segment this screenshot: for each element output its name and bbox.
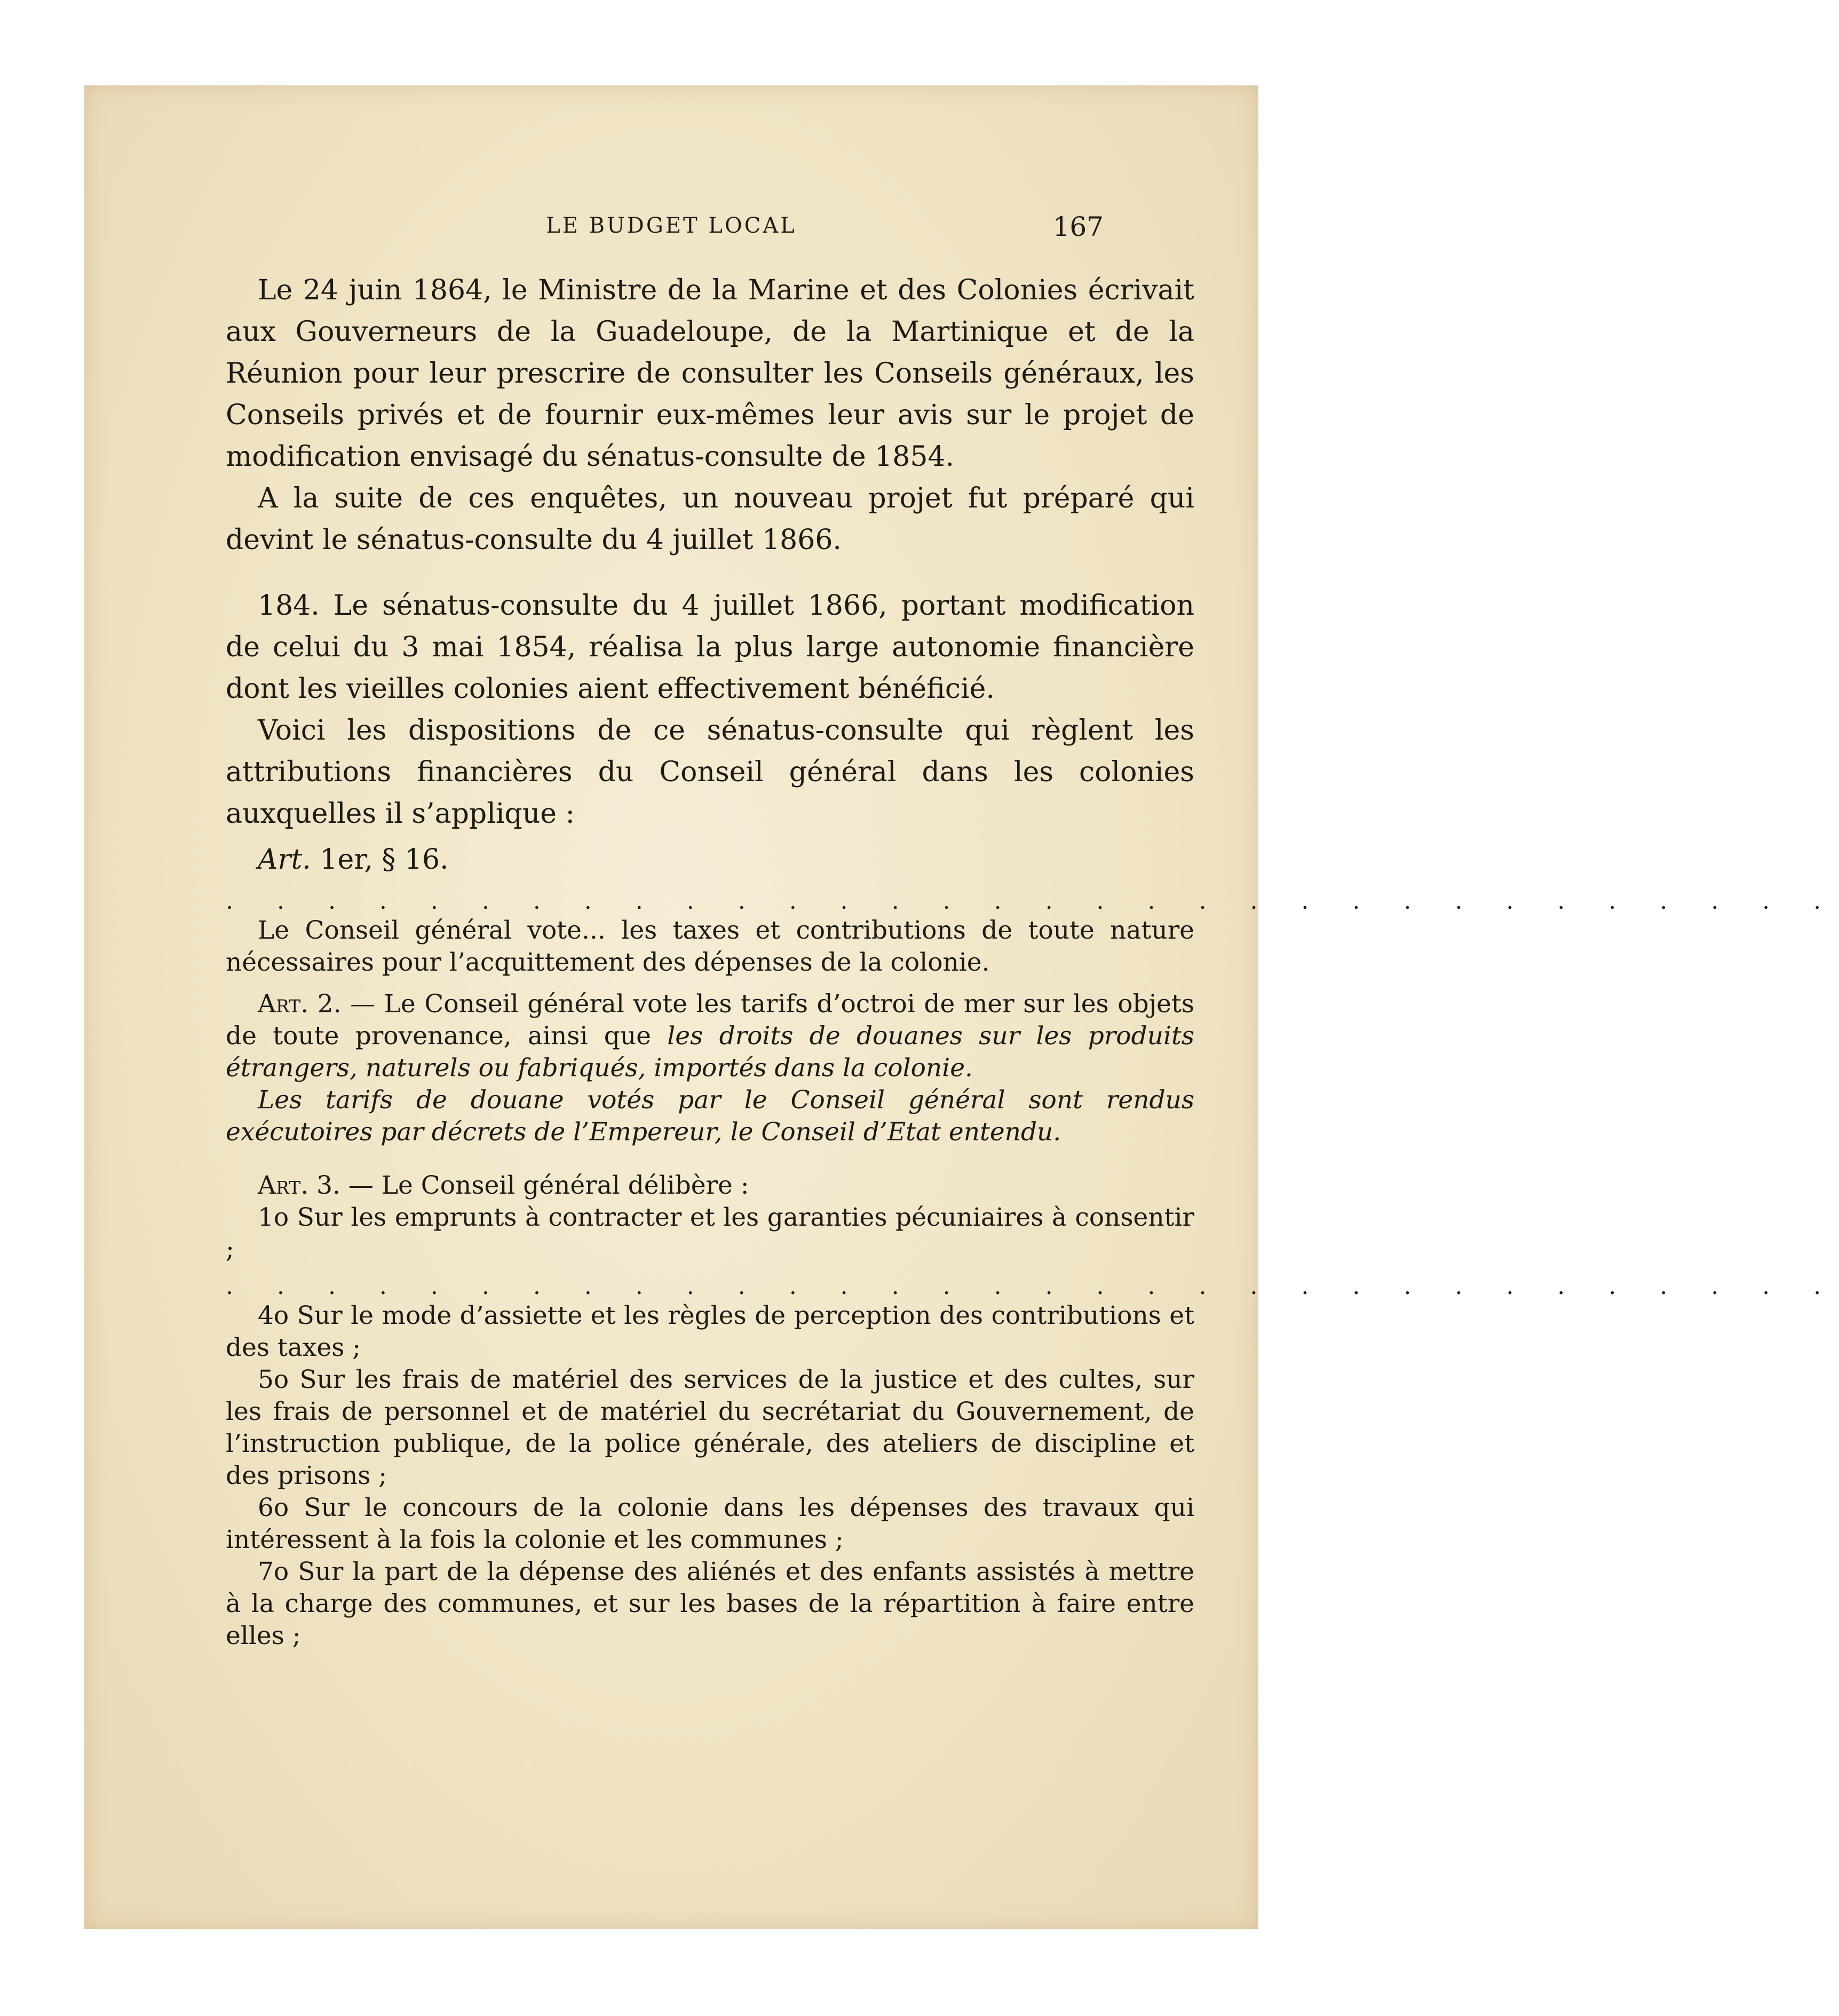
paragraph-intro-dispositions: Voici les dispositions de ce sénatus-consulte qui règlent les attributions financières du Conseil général dans les colonies auxquelles il s’applique : (226, 715, 1194, 830)
ellipsis-row-2: . . . . . . . . . . . . . . . . . . . . . . . . . . . . . . . . (226, 1273, 1839, 1300)
article-3-label: Art. 3. (258, 1171, 340, 1200)
book-page (84, 85, 1839, 1929)
article-3 (226, 1170, 1194, 1202)
paragraph-2: A la suite de ces enquêtes, un nouveau projet fut préparé qui devint le sénatus-consulte du 4 juillet 1866. (226, 482, 1194, 556)
article-2-label: Art. 2. (258, 989, 342, 1019)
article-2-italic: les droits de douanes sur les produits étrangers, naturels ou fabriqués, importés dans la colonie. (226, 1021, 1195, 1083)
item-4: 4o Sur le mode d’assiette et les règles de perception des contributions et des taxes ; (226, 1301, 1194, 1362)
main-text (226, 269, 1839, 1652)
quote-council-votes: Le Conseil général vote... les taxes et contributions de toute nature nécessaires pour l’acquittement des dépenses de la colonie. (226, 916, 1194, 977)
item-1: 1o Sur les emprunts à contracter et les garanties pécuniaires à consentir ; (226, 1203, 1194, 1264)
running-title: LE BUDGET LOCAL (546, 213, 797, 238)
paragraph-184: 184. Le sénatus-consulte du 4 juillet 1866, portant modification de celui du 3 mai 1854, réalisa la plus large autonomie financière dont les vieilles colonies aient effectivement bénéficié. (226, 590, 1194, 705)
item-5: 5o Sur les frais de matériel des services de la justice et des cultes, sur les frais de personnel et de matériel du secrétariat du Gouvernement, de l’instruction publique, de la police générale, des ateliers de discipline et des prisons ; (226, 1365, 1194, 1490)
article-2-text: — Le Conseil général vote les tarifs d’octroi de mer sur les objets de toute provenance, ainsi que (226, 989, 1194, 1051)
item-6: 6o Sur le concours de la colonie dans les dépenses des travaux qui intéressent à la fois la colonie et les communes ; (226, 1493, 1194, 1554)
ellipsis-row-1: . . . . . . . . . . . . . . . . . . . . . . . . . . . . . . . . (226, 887, 1839, 915)
paragraph-1: Le 24 juin 1864, le Ministre de la Marine et des Colonies écrivait aux Gouverneurs de la Guadeloupe, de la Martinique et de la Réunion pour leur prescrire de consulter les Conseils généraux, les Conseils privés et de fournir eux-mêmes leur avis sur le projet de modification envisagé du sénatus-consulte de 1854. (226, 274, 1194, 473)
article-1-number: 1er, § 16. (320, 844, 449, 876)
article-1-heading (258, 839, 1194, 880)
article-2 (226, 988, 1194, 1084)
article-2-continuation: Les tarifs de douane votés par le Conseil général sont rendus exécutoires par décrets de l’Empereur, le Conseil d’Etat entendu. (226, 1085, 1194, 1147)
article-1-label: Art. (258, 844, 311, 876)
running-header (84, 213, 1258, 245)
page-number: 167 (1052, 211, 1104, 242)
item-7: 7o Sur la part de la dépense des aliénés et des enfants assistés à mettre à la charge des communes, et sur les bases de la répartition à faire entre elles ; (226, 1557, 1194, 1650)
article-3-text: — Le Conseil général délibère : (340, 1171, 749, 1200)
